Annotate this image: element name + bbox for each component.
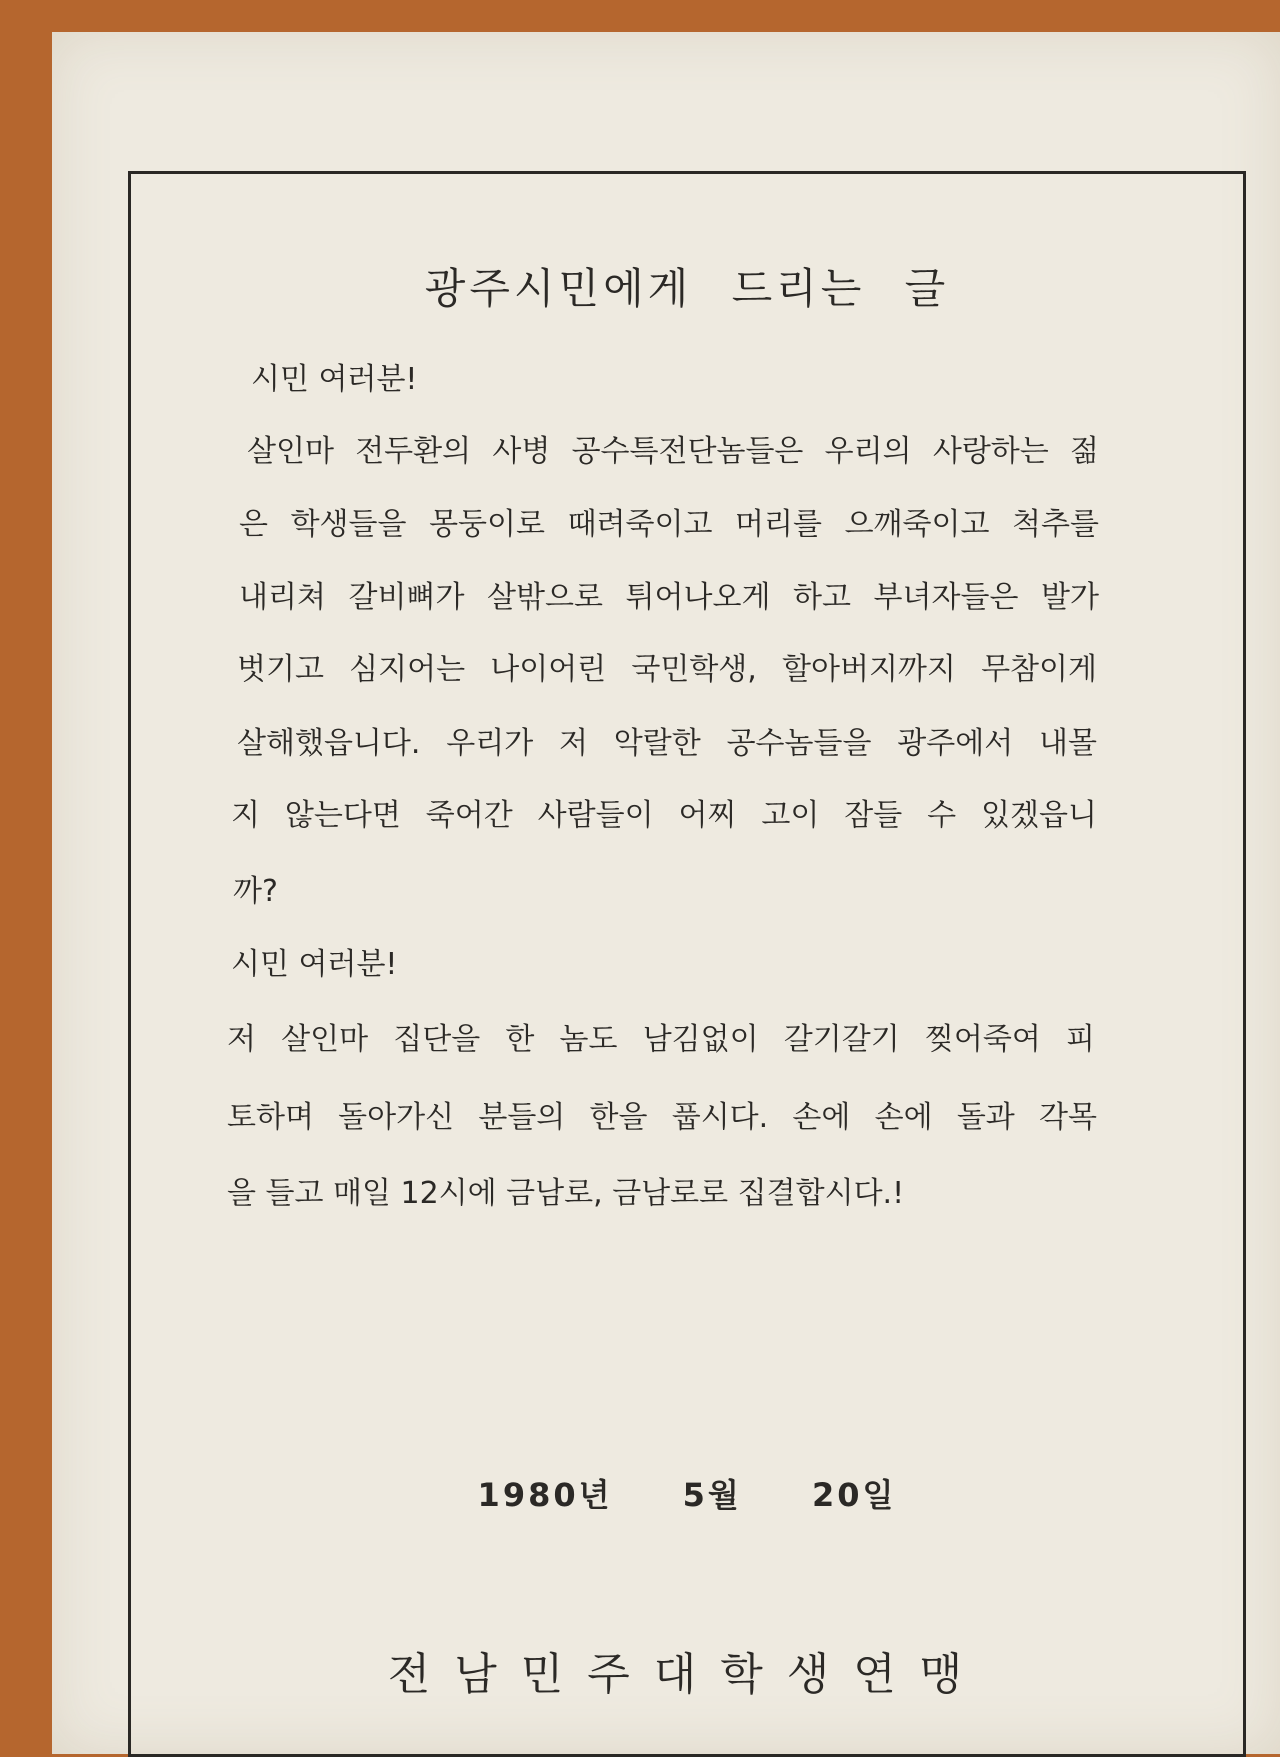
paragraph-line: 시민 여러분!	[231, 947, 398, 982]
paragraph-line: 내리쳐 갈비뼈가 살밖으로 튀어나오게 하고 부녀자들은 발가	[239, 580, 1099, 615]
paper-sheet	[52, 32, 1280, 1754]
document-date: 1980년 5월 20일	[477, 1476, 897, 1514]
paragraph-line: 저 살인마 집단을 한 놈도 남김없이 갈기갈기 찢어죽여 피	[227, 1022, 1095, 1057]
paragraph-line: 지 않는다면 죽어간 사람들이 어찌 고이 잠들 수 있겠읍니	[231, 798, 1097, 833]
document-title: 광주시민에게 드리는 글	[424, 264, 950, 313]
paragraph-line: 토하며 돌아가신 분들의 한을 풉시다. 손에 손에 돌과 각목	[227, 1100, 1097, 1135]
document-frame	[128, 171, 1246, 1757]
paragraph-line: 을 들고 매일 12시에 금남로, 금남로로 집결합시다.!	[227, 1176, 905, 1211]
paragraph-line: 벗기고 심지어는 나이어린 국민학생, 할아버지까지 무참이게	[237, 652, 1097, 687]
paragraph-line: 시민 여러분!	[251, 362, 418, 397]
paragraph-line: 살인마 전두환의 사병 공수특전단놈들은 우리의 사랑하는 젊	[247, 434, 1099, 469]
paragraph-line: 까?	[233, 874, 278, 909]
paragraph-line: 은 학생들을 몽둥이로 때려죽이고 머리를 으깨죽이고 척추를	[239, 507, 1099, 542]
paragraph-line: 살해했읍니다. 우리가 저 악랄한 공수놈들을 광주에서 내몰	[237, 726, 1097, 761]
organization-signature: 전남민주대학생연맹	[387, 1649, 987, 1700]
